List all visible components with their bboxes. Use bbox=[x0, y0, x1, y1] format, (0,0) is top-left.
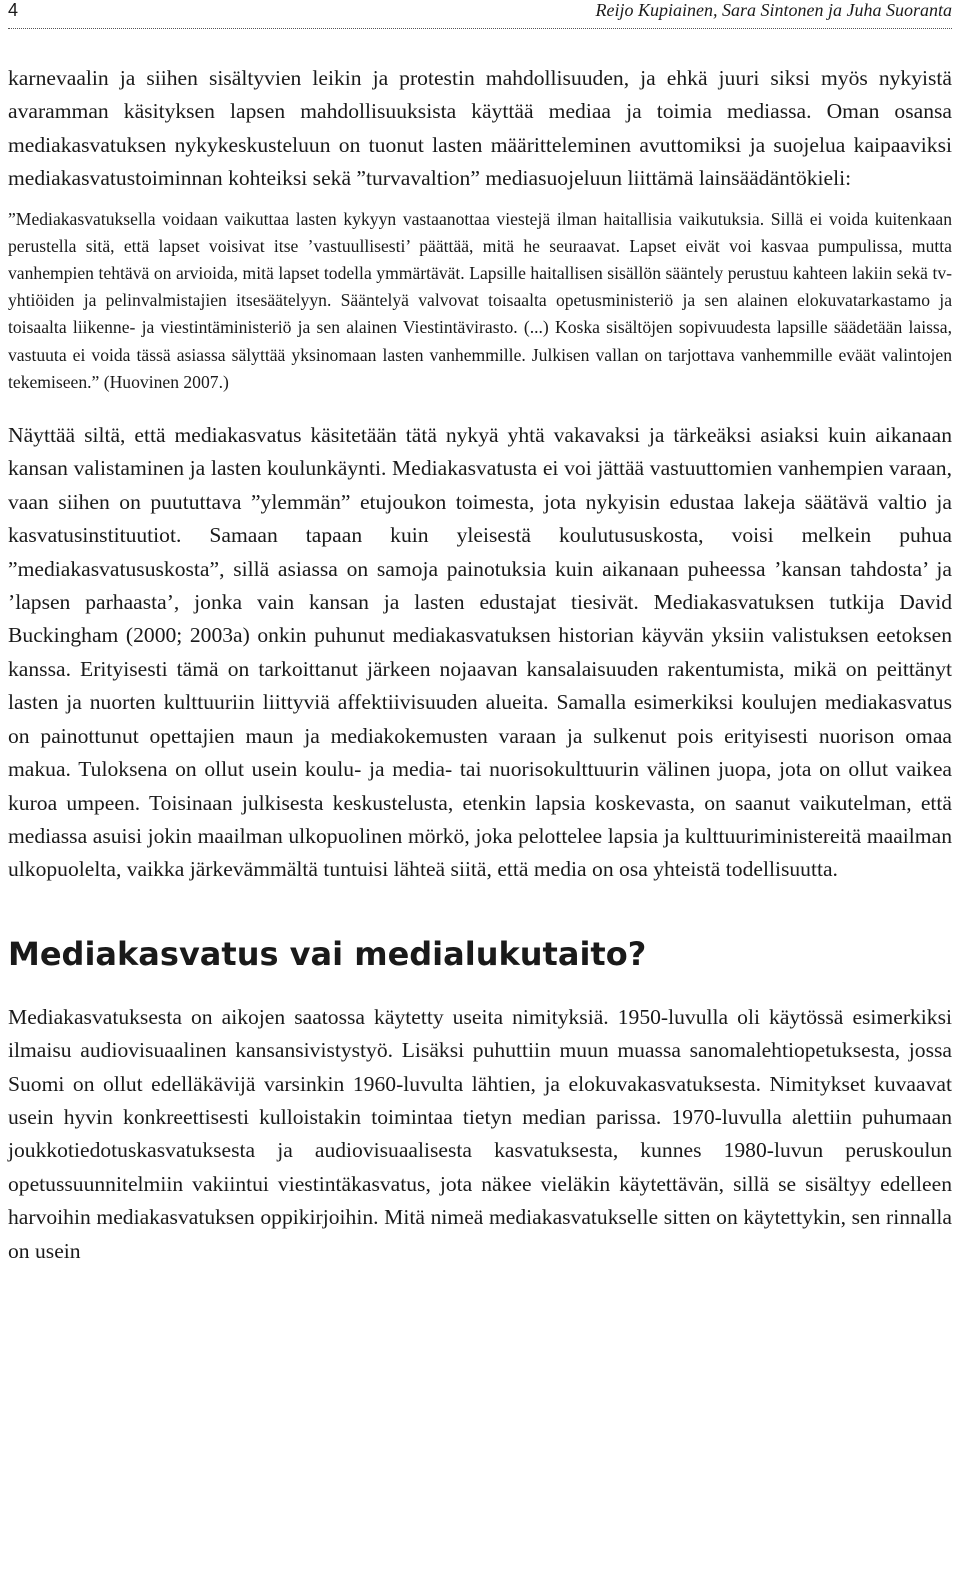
section-heading: Mediakasvatus vai medialukutaito? bbox=[8, 934, 647, 973]
document-page bbox=[8, 0, 952, 1268]
body-paragraph-3: Mediakasvatuksesta on aikojen saatossa käytetty useita nimityksiä. 1950-luvulla oli käytössä esimerkiksi ilmaisu audiovisuaalinen kansansivistystyö. Lisäksi puhuttiin muun muassa sanomalehtiopetuksesta, jossa Suomi on ollut edelläkävijä varsinkin 1960-luvulta lähtien, ja elokuvakasvatuksesta. Nimitykset kuvaavat usein hyvin konkreettisesti kulloistakin toimintaa tietyn median parissa. 1970-luvulla alettiin puhumaan joukkotiedotuskasvatuksesta ja audiovisuaalisesta kasvatuksesta, kunnes 1980-luvun peruskoulun opetussuunnitelmiin vakiintui viestintäkasvatus, jota näkee vieläkin käytettävän, sillä se sisältyy edelleen harvoihin mediakasvatuksen oppikirjoihin. Mitä nimeä mediakasvatukselle sitten on käytettykin, sen rinnalla on usein bbox=[8, 1004, 952, 1263]
body-paragraph-2: Näyttää siltä, että mediakasvatus käsitetään tätä nykyä yhtä vakavaksi ja tärkeäksi asiaksi kuin aikanaan kansan valistaminen ja lasten koulunkäynti. Mediakasvatusta ei voi jättää vastuuttomien vanhempien varaan, vaan siihen on puututtava ”ylemmän” etujoukon toimesta, jota nykyisin edustaa lakeja säätävä valtio ja kasvatusinstituutiot. Samaan tapaan kuin yleisestä koulutususkosta, voisi melkein puhua ”mediakasvatususkosta”, sillä asiassa on samoja painotuksia kuin aikanaan puheessa ’kansan tahdosta’ ja ’lapsen parhaasta’, jonka vain kansan ja lasten edustajat tiesivät. Mediakasvatuksen tutkija David Buckingham (2000; 2003a) onkin puhunut mediakasvatuksen historian käyvän yksiin valistuksen eetoksen kanssa. Erityisesti tämä on tarkoittanut järkeen nojaavan kansalaisuuden rakentumista, mikä on peittänyt lasten ja nuorten kulttuuriin liittyviä affektiivisuuden alueita. Samalla esimerkiksi koulujen mediakasvatus on painottunut opettajien maun ja mediakokemusten varaan ja sulkenut pois erityisesti nuorison omaa makua. Tuloksena on ollut usein koulu- ja media- tai nuorisokulttuurin välinen juopa, jota on ollut vaikea kuroa umpeen. Toisinaan julkisesta keskustelusta, etenkin lapsia koskevasta, on saanut vaikutelman, että mediassa asuisi jokin maailman ulkopuolinen mörkö, joka pelottelee lapsia ja kulttuuriministereitä maailman ulkopuolelta, vaikka järkevämmältä tuntuisi lähteä siitä, että media on osa yhteistä todellisuutta. bbox=[8, 423, 952, 882]
header-authors: Reijo Kupiainen, Sara Sintonen ja Juha Suoranta bbox=[595, 0, 952, 20]
block-quote: ”Mediakasvatuksella voidaan vaikuttaa lasten kykyyn vastaanottaa viestejä ilman haitallisia vaikutuksia. Sillä ei voida kuitenkaan perustella sitä, että lapset voisivat itse ’vastuullisesti’ päättää, mitä he seuraavat. Lapset eivät voi kasvaa pumpulissa, mutta vanhempien tehtävä on arvioida, mitä lapset todella ymmärtävät. Lapsille haitallisen sisällön sääntely perustuu kahteen lakiin sekä tv-yhtiöiden ja pelinvalmistajien itsesäätelyyn. Sääntelyä valvovat toisaalta opetusministeriö ja sen alainen elokuvatarkastamo ja toisaalta liikenne- ja viestintäministeriö ja sen alainen Viestintävirasto. (...) Koska sisältöjen sopivuudesta lapsille säädetään laissa, vastuuta ei voida tässä asiassa sälyttää yksinomaan lasten vanhemmille. Julkisen vallan on tarjottava vanhemmille eväät valintojen tekemiseen.” (Huovinen 2007.) bbox=[8, 208, 952, 392]
running-header bbox=[8, 0, 952, 29]
body-paragraph-1: karnevaalin ja siihen sisältyvien leikin ja protestin mahdollisuuden, ja ehkä juuri siksi myös nykyistä avaramman käsityksen lapsen mahdollisuuksista käyttää mediaa ja toimia mediassa. Oman osansa mediakasvatuksen nykykeskusteluun on tuonut lasten määritteleminen avuttomiksi ja suojelua kaipaaviksi mediakasvatustoiminnan kohteiksi sekä ”turvavaltion” mediasuojeluun liittämä lainsäädäntökieli: bbox=[8, 66, 952, 191]
page-number: 4 bbox=[8, 0, 19, 20]
